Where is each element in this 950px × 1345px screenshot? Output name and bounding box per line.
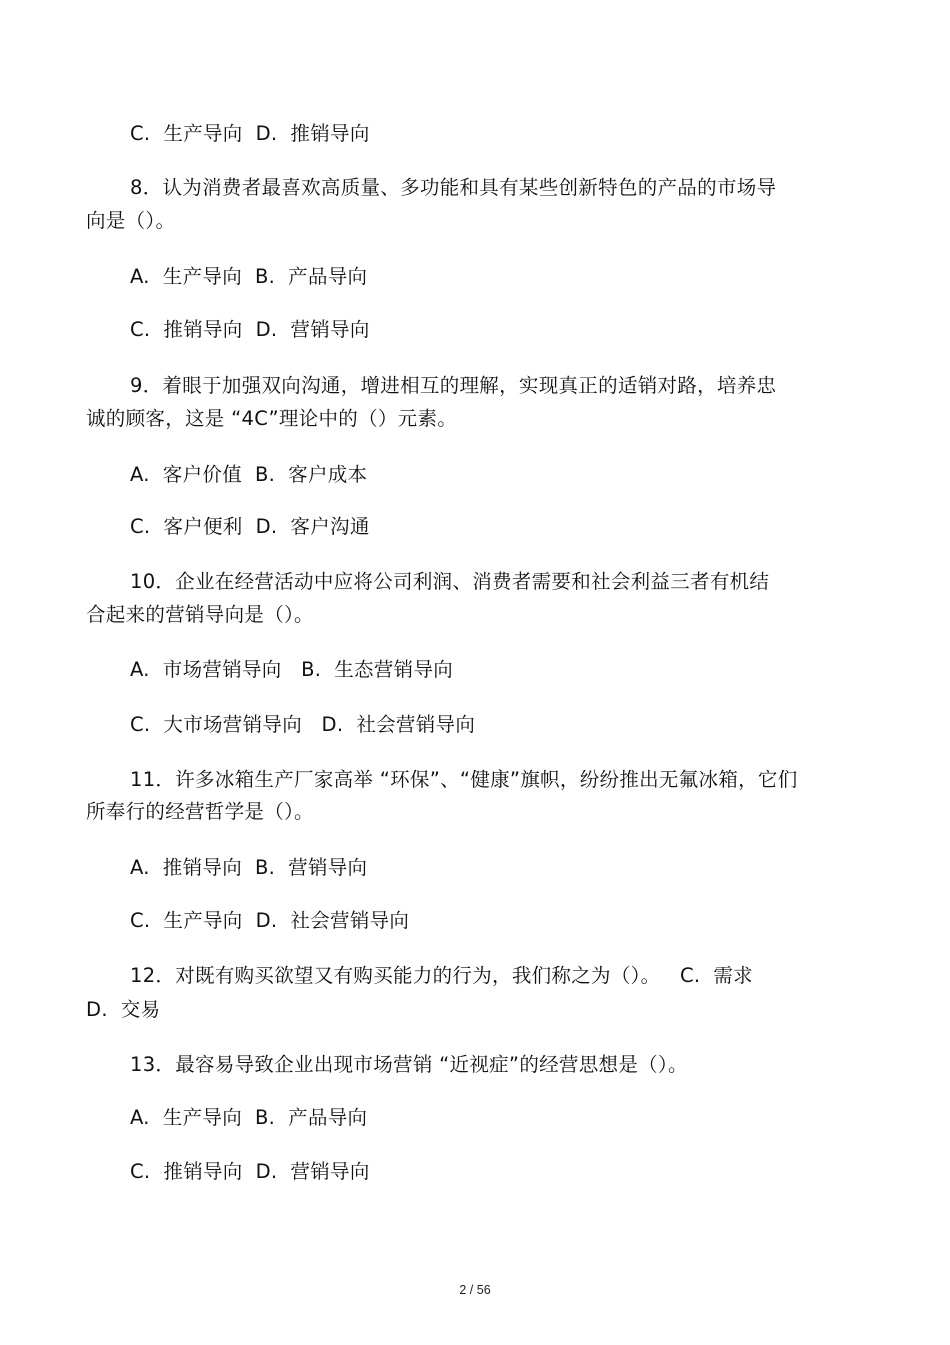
- question-10-line-2: 合起来的营销导向是（）。: [86, 603, 314, 626]
- page-separator: /: [469, 1283, 474, 1297]
- page-number: [0, 1282, 950, 1298]
- option-line: C. 生产导向 D. 推销导向: [130, 122, 370, 145]
- question-11-line-1: 11．许多冰箱生产厂家高举 “环保”、“健康”旗帜，纷纷推出无氟冰箱，它们: [130, 768, 798, 791]
- option-line: C. 大市场营销导向 D. 社会营销导向: [130, 713, 476, 736]
- question-10-line-1: 10．企业在经营活动中应将公司利润、消费者需要和社会利益三者有机结: [130, 570, 770, 593]
- question-11-line-2: 所奉行的经营哲学是（）。: [86, 800, 314, 823]
- question-9-line-2: 诚的顾客，这是 “4C”理论中的（）元素。: [86, 407, 458, 430]
- option-line: A. 客户价值 B. 客户成本: [130, 463, 368, 486]
- option-line: A. 生产导向 B. 产品导向: [130, 1106, 368, 1129]
- option-line: C. 推销导向 D. 营销导向: [130, 318, 370, 341]
- question-12-line-1: 12．对既有购买欲望又有购买能力的行为，我们称之为（）。 C. 需求: [130, 964, 753, 987]
- option-line: C. 推销导向 D. 营销导向: [130, 1160, 370, 1183]
- option-line: C. 生产导向 D. 社会营销导向: [130, 909, 410, 932]
- question-9-line-1: 9．着眼于加强双向沟通，增进相互的理解，实现真正的适销对路，培养忠: [130, 374, 777, 397]
- total-pages: 56: [476, 1283, 491, 1297]
- question-8-line-2: 向是（）。: [86, 209, 176, 232]
- question-8-line-1: 8．认为消费者最喜欢高质量、多功能和具有某些创新特色的产品的市场导: [130, 176, 777, 199]
- option-line: C. 客户便利 D. 客户沟通: [130, 515, 370, 538]
- question-13-line-1: 13．最容易导致企业出现市场营销 “近视症”的经营思想是（）。: [130, 1053, 688, 1076]
- current-page: 2: [459, 1283, 467, 1297]
- option-line: A. 市场营销导向 B. 生态营销导向: [130, 658, 454, 681]
- option-line: A. 生产导向 B. 产品导向: [130, 265, 368, 288]
- option-line: A. 推销导向 B. 营销导向: [130, 856, 368, 879]
- question-12-line-2: D. 交易: [86, 998, 161, 1021]
